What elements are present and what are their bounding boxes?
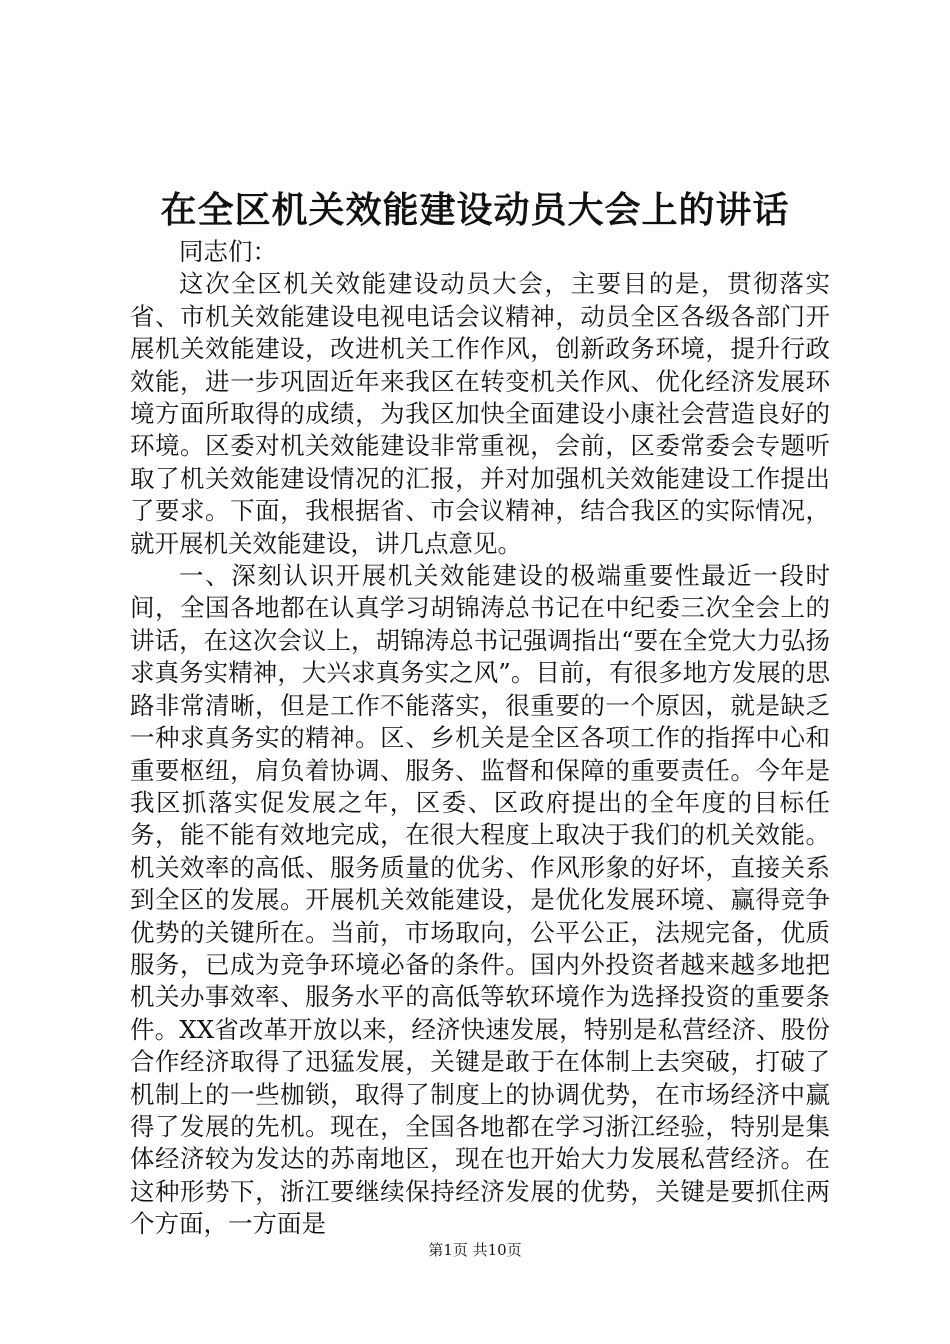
page-footer — [0, 1240, 950, 1260]
salutation: 同志们： — [179, 237, 277, 266]
document-body — [130, 236, 830, 1241]
document-title: 在全区机关效能建设动员大会上的讲话 — [160, 189, 790, 231]
paragraph-1: 这次全区机关效能建设动员大会，主要目的是，贯彻落实省、市机关效能建设电视电话会议精神，动员全区各级各部门开展机关效能建设，改进机关工作作风，创新政务环境，提升行政效能，进一步巩固近年来我区在转变机关作风、优化经济发展环境方面所取得的成绩，为我区加快全面建设小康社会营造良好的环境。区委对机关效能建设非常重视，会前，区委常委会专题听取了机关效能建设情况的汇报，并对加强机关效能建设工作提出了要求。下面，我根据省、市会议精神，结合我区的实际情况，就开展机关效能建设，讲几点意见。 — [130, 269, 830, 558]
paragraph-2: 一、深刻认识开展机关效能建设的极端重要性最近一段时间，全国各地都在认真学习胡锦涛总书记在中纪委三次全会上的讲话，在这次会议上，胡锦涛总书记强调指出“要在全党大力弘扬求真务实精神，大兴求真务实之风”。目前，有很多地方发展的思路非常清晰，但是工作不能落实，很重要的一个原因，就是缺乏一种求真务实的精神。区、乡机关是全区各项工作的指挥中心和重要枢纽，肩负着协调、服务、监督和保障的重要责任。今年是我区抓落实促发展之年，区委、区政府提出的全年度的目标任务，能不能有效地完成，在很大程度上取决于我们的机关效能。机关效率的高低、服务质量的优劣、作风形象的好坏，直接关系到全区的发展。开展机关效能建设，是优化发展环境、赢得竞争优势的关键所在。当前，市场取向，公平公正，法规完备，优质服务，已成为竞争环境必备的条件。国内外投资者越来越多地把机关办事效率、服务水平的高低等软环境作为选择投资的重要条件。XX省改革开放以来，经济快速发展，特别是私营经济、股份合作经济取得了迅猛发展，关键是敢于在体制上去突破，打破了机制上的一些枷锁，取得了制度上的协调优势，在市场经济中赢得了发展的先机。现在，全国各地都在学习浙江经验，特别是集体经济较为发达的苏南地区，现在也开始大力发展私营经济。在这种形势下，浙江要继续保持经济发展的优势，关键是要抓住两个方面，一方面是 — [130, 561, 830, 1239]
page-number: 第1页 共10页 — [428, 1241, 522, 1259]
